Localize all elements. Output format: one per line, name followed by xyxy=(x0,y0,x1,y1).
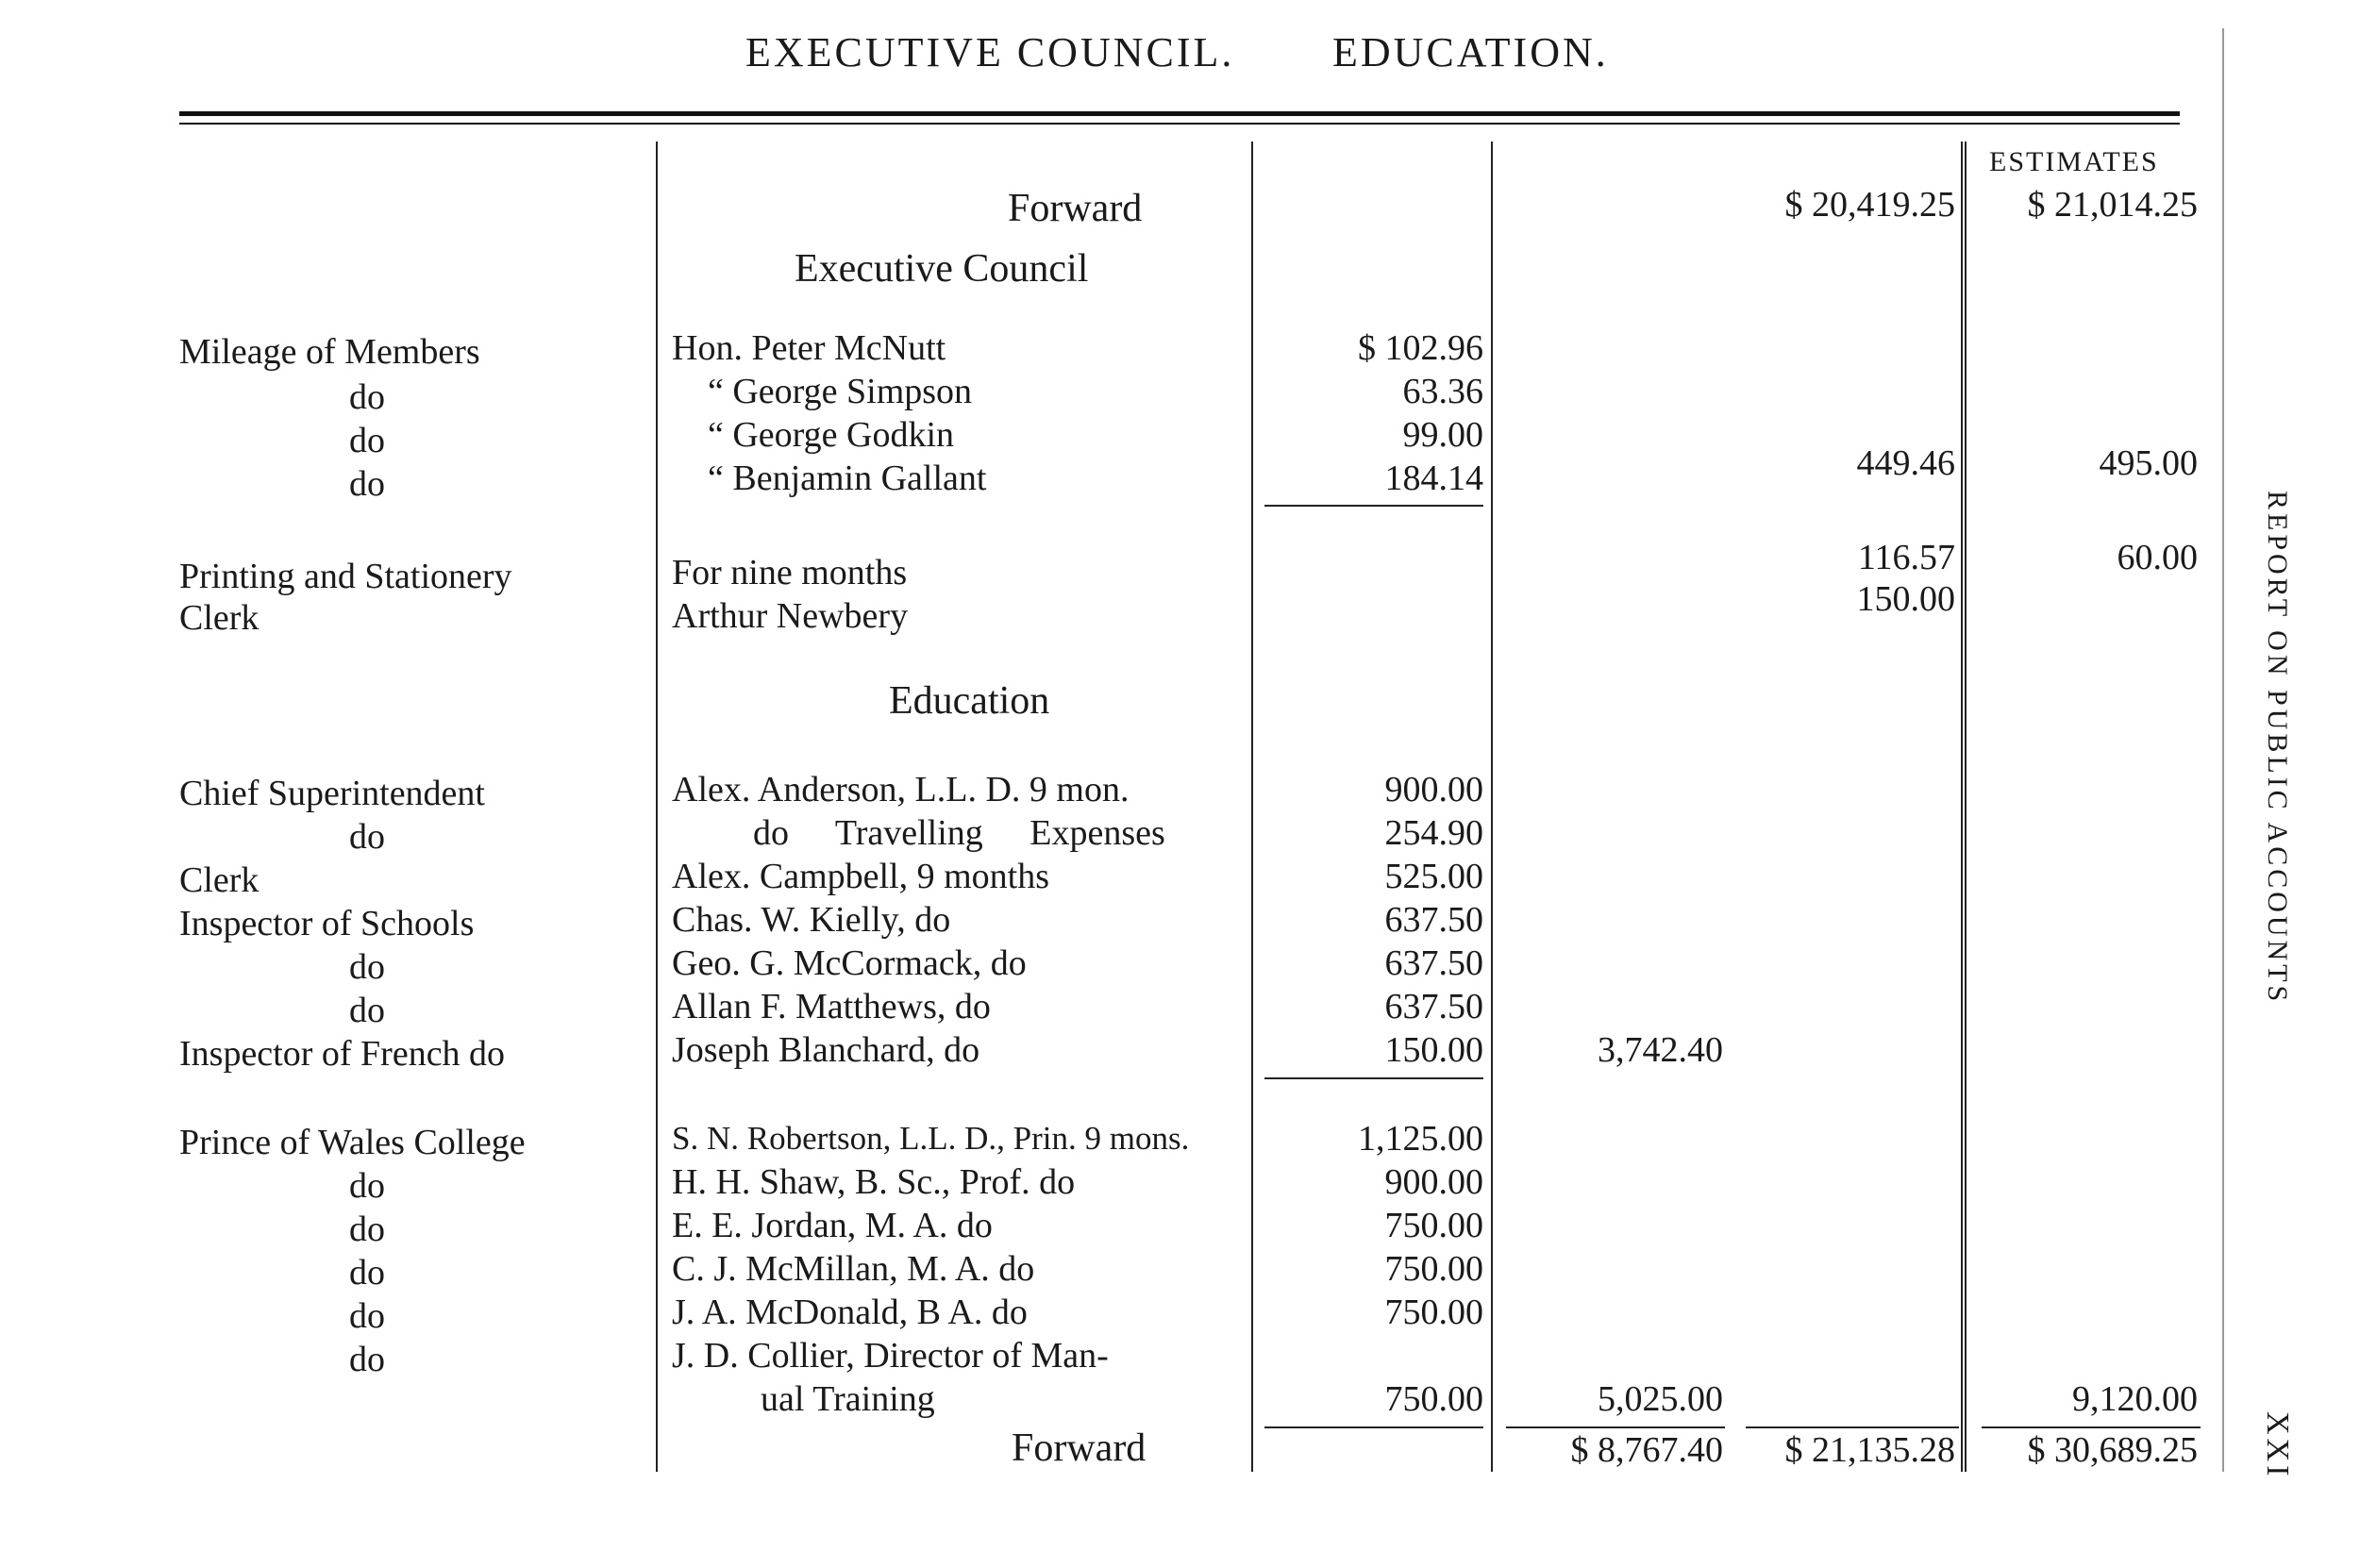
college-purpose-6: do xyxy=(349,1340,385,1379)
forward-top-col4: $ 20,419.25 xyxy=(1784,185,1955,225)
page-number: XXI xyxy=(2260,1411,2295,1480)
college-purpose-2: do xyxy=(349,1166,385,1206)
forward-bottom-label: Forward xyxy=(1012,1426,1147,1470)
printing-purpose: Printing and Stationery xyxy=(179,557,512,596)
column-divider-1 xyxy=(656,142,658,1472)
college-estimate: 9,120.00 xyxy=(2072,1379,2198,1419)
column-divider-4 xyxy=(1961,142,1963,1472)
mileage-amount-2: 63.36 xyxy=(1402,372,1483,411)
edu-payee-5: Geo. G. McCormack, do xyxy=(672,943,1027,983)
edu-purpose-1: Chief Superintendent xyxy=(179,774,485,813)
college-purpose-3: do xyxy=(349,1209,385,1249)
side-title: REPORT ON PUBLIC ACCOUNTS xyxy=(2262,491,2293,1006)
forward-bottom-col3: $ 8,767.40 xyxy=(1570,1430,1723,1470)
college-purpose-1: Prince of Wales College xyxy=(179,1123,526,1162)
mileage-total: 449.46 xyxy=(1856,443,1955,483)
forward-bottom-col4: $ 21,135.28 xyxy=(1784,1430,1955,1470)
college-amount-6: 750.00 xyxy=(1384,1379,1483,1419)
forward-top-col5: $ 21,014.25 xyxy=(2027,185,2198,225)
column-divider-3 xyxy=(1491,142,1493,1472)
edu-amount-7: 150.00 xyxy=(1384,1030,1483,1070)
mileage-amount-3: 99.00 xyxy=(1402,415,1483,455)
college-amount-4: 750.00 xyxy=(1384,1249,1483,1289)
header-right: EDUCATION. xyxy=(1332,29,1609,75)
college-amount-1: 1,125.00 xyxy=(1358,1119,1483,1159)
edu-payee-3: Alex. Campbell, 9 months xyxy=(672,857,1050,896)
mileage-payee-1: Hon. Peter McNutt xyxy=(672,328,946,368)
edu-purpose-6: do xyxy=(349,991,385,1030)
education-heading: Education xyxy=(889,679,1050,723)
edu-purpose-3: Clerk xyxy=(179,860,259,900)
column-divider-5 xyxy=(1965,142,1967,1472)
college-amount-2: 900.00 xyxy=(1384,1162,1483,1202)
forward-top-label: Forward xyxy=(1008,187,1143,230)
college-amount-5: 750.00 xyxy=(1384,1293,1483,1332)
edu-amount-6: 637.50 xyxy=(1384,987,1483,1026)
mileage-payee-2: “ George Simpson xyxy=(708,372,973,411)
college-payee-1: S. N. Robertson, L.L. D., Prin. 9 mons. xyxy=(672,1120,1190,1157)
edu-purpose-7: Inspector of French do xyxy=(179,1034,506,1074)
edu-payee-4: Chas. W. Kielly, do xyxy=(672,900,951,940)
mileage-amount-4: 184.14 xyxy=(1384,459,1483,498)
edu-amount-1: 900.00 xyxy=(1384,770,1483,809)
mileage-payee-4: “ Benjamin Gallant xyxy=(708,459,987,498)
right-margin-line xyxy=(2222,28,2224,1472)
top-rule-thick xyxy=(179,111,2180,116)
college-total: 5,025.00 xyxy=(1598,1379,1723,1419)
edu-payee-1: Alex. Anderson, L.L. D. 9 mon. xyxy=(672,770,1130,809)
edu-amount-4: 637.50 xyxy=(1384,900,1483,940)
mileage-purpose-1: Mileage of Members xyxy=(179,332,480,372)
exec-council-heading: Executive Council xyxy=(795,247,1089,291)
header-left: EXECUTIVE COUNCIL. xyxy=(745,29,1235,75)
edu-payee-6: Allan F. Matthews, do xyxy=(672,987,991,1026)
college-payee-3: E. E. Jordan, M. A. do xyxy=(672,1206,993,1245)
education-subtotal-rule xyxy=(1264,1077,1483,1079)
printing-estimate: 60.00 xyxy=(2117,538,2198,577)
edu-purpose-4: Inspector of Schools xyxy=(179,904,475,943)
college-payee-5: J. A. McDonald, B A. do xyxy=(672,1293,1028,1332)
college-payee-6: J. D. Collier, Director of Man- xyxy=(672,1336,1109,1376)
college-payee-4: C. J. McMillan, M. A. do xyxy=(672,1249,1035,1289)
college-payee-6-cont: ual Training xyxy=(761,1379,935,1419)
clerk-payee: Arthur Newbery xyxy=(672,596,909,636)
college-purpose-4: do xyxy=(349,1253,385,1293)
college-amount-3: 750.00 xyxy=(1384,1206,1483,1245)
printing-payee: For nine months xyxy=(672,553,908,592)
college-purpose-5: do xyxy=(349,1296,385,1336)
printing-amount: 116.57 xyxy=(1857,538,1955,577)
education-total: 3,742.40 xyxy=(1598,1030,1723,1070)
mileage-estimate: 495.00 xyxy=(2099,443,2198,483)
top-rule-thin xyxy=(179,123,2180,125)
mileage-amount-1: $ 102.96 xyxy=(1358,328,1483,368)
college-payee-2: H. H. Shaw, B. Sc., Prof. do xyxy=(672,1162,1076,1202)
edu-purpose-5: do xyxy=(349,947,385,987)
mileage-payee-3: “ George Godkin xyxy=(708,415,955,455)
mileage-purpose-2: do xyxy=(349,377,385,417)
edu-amount-5: 637.50 xyxy=(1384,943,1483,983)
edu-purpose-2: do xyxy=(349,817,385,857)
estimates-label: ESTIMATES xyxy=(1989,146,2159,177)
forward-bottom-col5: $ 30,689.25 xyxy=(2027,1430,2198,1470)
edu-amount-2: 254.90 xyxy=(1384,813,1483,853)
forward-rule-col2 xyxy=(1264,1426,1483,1428)
clerk-purpose: Clerk xyxy=(179,598,259,638)
edu-payee-2: do Travelling Expenses xyxy=(753,813,1165,853)
column-divider-2 xyxy=(1251,142,1253,1472)
edu-amount-3: 525.00 xyxy=(1384,857,1483,896)
mileage-purpose-3: do xyxy=(349,421,385,460)
clerk-amount: 150.00 xyxy=(1856,579,1955,619)
mileage-subtotal-rule xyxy=(1264,505,1483,507)
edu-payee-7: Joseph Blanchard, do xyxy=(672,1030,980,1070)
mileage-purpose-4: do xyxy=(349,464,385,504)
